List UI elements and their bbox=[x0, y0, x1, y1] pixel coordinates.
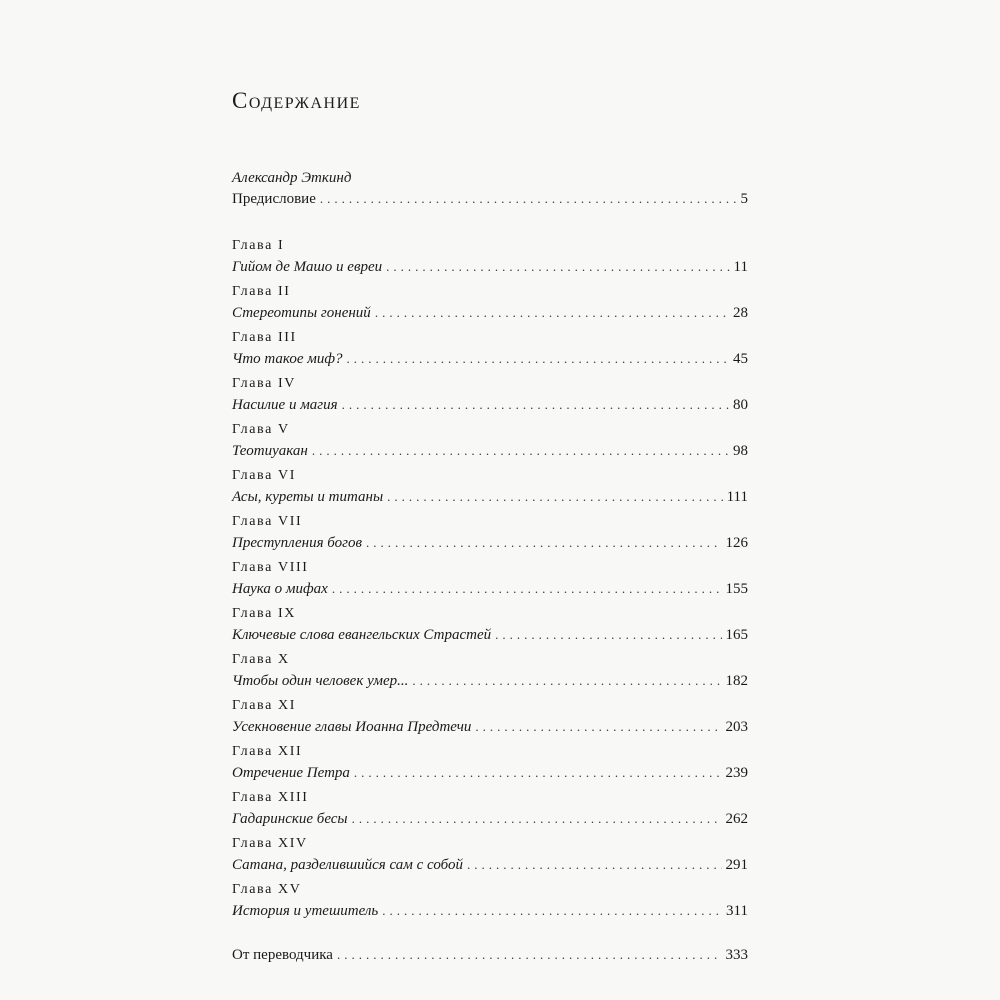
chapter-title: Гийом де Машо и евреи bbox=[232, 259, 383, 275]
dot-leader bbox=[312, 440, 729, 462]
chapter-label: Глава IV bbox=[232, 376, 296, 391]
chapter-title: Усекновение главы Иоанна Предтечи bbox=[232, 719, 472, 735]
preface-title: Предисловие bbox=[232, 191, 316, 207]
chapter-row bbox=[232, 854, 748, 876]
dot-leader bbox=[412, 670, 721, 692]
chapter-page-number: 45 bbox=[733, 351, 748, 367]
dot-leader bbox=[475, 716, 721, 738]
chapter-title: Чтобы один человек умер... bbox=[232, 673, 409, 689]
chapter-page-number: 98 bbox=[733, 443, 748, 459]
chapter-label: Глава XIV bbox=[232, 836, 308, 851]
toc-entry-chapter bbox=[232, 420, 748, 466]
chapter-page-number: 262 bbox=[725, 811, 748, 827]
chapter-label: Глава IX bbox=[232, 606, 296, 621]
chapter-label: Глава XI bbox=[232, 698, 296, 713]
toc-entry-chapter bbox=[232, 236, 748, 282]
toc-entry-chapter bbox=[232, 696, 748, 742]
toc-entry-chapter bbox=[232, 742, 748, 788]
chapter-title: Что такое миф? bbox=[232, 351, 343, 367]
chapter-page-number: 28 bbox=[733, 305, 748, 321]
chapter-label: Глава XV bbox=[232, 882, 302, 897]
chapter-title: Отречение Петра bbox=[232, 765, 350, 781]
chapter-row bbox=[232, 348, 748, 370]
dot-leader bbox=[354, 762, 722, 784]
chapter-label: Глава V bbox=[232, 422, 290, 437]
chapter-title: Асы, куреты и титаны bbox=[232, 489, 384, 505]
chapter-title: Преступления богов bbox=[232, 535, 363, 551]
afterword-page-number: 333 bbox=[725, 947, 748, 963]
chapter-row bbox=[232, 762, 748, 784]
toc-entry-chapter bbox=[232, 788, 748, 834]
dot-leader bbox=[342, 394, 729, 416]
preface-author: Александр Эткинд bbox=[232, 170, 352, 186]
chapter-page-number: 11 bbox=[733, 259, 748, 275]
dot-leader bbox=[495, 624, 721, 646]
page-title: Содержание bbox=[232, 88, 361, 113]
dot-leader bbox=[347, 348, 729, 370]
dot-leader bbox=[467, 854, 722, 876]
chapter-label: Глава VI bbox=[232, 468, 296, 483]
dot-leader bbox=[382, 900, 722, 922]
chapter-row bbox=[232, 440, 748, 462]
dot-leader bbox=[366, 532, 721, 554]
chapter-label: Глава III bbox=[232, 330, 297, 345]
chapter-title: Стереотипы гонений bbox=[232, 305, 371, 321]
chapter-row bbox=[232, 716, 748, 738]
toc-entry-chapter bbox=[232, 604, 748, 650]
dot-leader bbox=[375, 302, 729, 324]
chapter-label: Глава XIII bbox=[232, 790, 309, 805]
toc-entry-chapter bbox=[232, 328, 748, 374]
toc-entry-chapter bbox=[232, 512, 748, 558]
chapter-list bbox=[232, 236, 748, 922]
chapter-label: Глава VII bbox=[232, 514, 303, 529]
chapter-row bbox=[232, 394, 748, 416]
chapter-title: Ключевые слова евангельских Страстей bbox=[232, 627, 492, 643]
chapter-row bbox=[232, 900, 748, 922]
chapter-row bbox=[232, 808, 748, 830]
toc-entry-preface bbox=[232, 188, 748, 210]
chapter-label: Глава I bbox=[232, 238, 285, 253]
chapter-page-number: 111 bbox=[726, 489, 748, 505]
chapter-row bbox=[232, 624, 748, 646]
dot-leader bbox=[387, 486, 722, 508]
toc-entry-chapter bbox=[232, 558, 748, 604]
chapter-label: Глава XII bbox=[232, 744, 303, 759]
chapter-title: Гадаринские бесы bbox=[232, 811, 348, 827]
chapter-page-number: 165 bbox=[725, 627, 748, 643]
chapter-page-number: 311 bbox=[726, 903, 748, 919]
chapter-label: Глава VIII bbox=[232, 560, 309, 575]
dot-leader bbox=[386, 256, 729, 278]
toc-entry-chapter bbox=[232, 374, 748, 420]
chapter-row bbox=[232, 302, 748, 324]
chapter-page-number: 80 bbox=[733, 397, 748, 413]
toc-entry-afterword bbox=[232, 944, 748, 966]
chapter-row bbox=[232, 532, 748, 554]
chapter-page-number: 155 bbox=[725, 581, 748, 597]
dot-leader bbox=[320, 188, 737, 210]
dot-leader bbox=[332, 578, 722, 600]
chapter-row bbox=[232, 670, 748, 692]
toc-entry-chapter bbox=[232, 466, 748, 512]
chapter-title: Сатана, разделившийся сам с собой bbox=[232, 857, 463, 873]
chapter-row bbox=[232, 578, 748, 600]
chapter-page-number: 203 bbox=[725, 719, 748, 735]
chapter-page-number: 239 bbox=[725, 765, 748, 781]
chapter-title: История и утешитель bbox=[232, 903, 379, 919]
chapter-row bbox=[232, 486, 748, 508]
preface-page-number: 5 bbox=[740, 191, 748, 207]
table-of-contents bbox=[232, 168, 748, 966]
dot-leader bbox=[352, 808, 722, 830]
chapter-page-number: 182 bbox=[725, 673, 748, 689]
dot-leader bbox=[337, 944, 722, 966]
chapter-label: Глава II bbox=[232, 284, 291, 299]
chapter-title: Теотиуакан bbox=[232, 443, 308, 459]
chapter-label: Глава X bbox=[232, 652, 290, 667]
toc-entry-chapter bbox=[232, 880, 748, 922]
chapter-page-number: 126 bbox=[725, 535, 748, 551]
chapter-row bbox=[232, 256, 748, 278]
toc-entry-chapter bbox=[232, 282, 748, 328]
toc-entry-chapter bbox=[232, 834, 748, 880]
chapter-title: Наука о мифах bbox=[232, 581, 328, 597]
chapter-title: Насилие и магия bbox=[232, 397, 338, 413]
toc-entry-chapter bbox=[232, 650, 748, 696]
afterword-title: От переводчика bbox=[232, 947, 333, 963]
chapter-page-number: 291 bbox=[725, 857, 748, 873]
